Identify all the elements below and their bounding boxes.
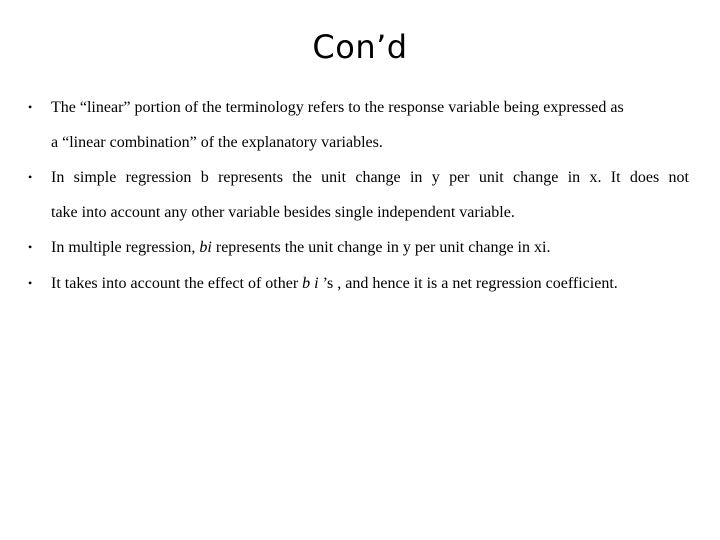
bullet-icon: • bbox=[28, 100, 33, 114]
bullet-line: In simple regression b represents the unit change in y per unit change in x. It does not bbox=[51, 169, 689, 186]
bullet-text bbox=[51, 266, 696, 301]
bullet-icon: • bbox=[28, 276, 33, 290]
bullet-text-part: ’s , and hence it is a net regression coefficient. bbox=[318, 275, 618, 292]
bullet-emphasis: b i bbox=[302, 275, 319, 292]
bullet-icon: • bbox=[28, 170, 33, 184]
bullet-text bbox=[51, 90, 696, 160]
bullet-icon: • bbox=[28, 240, 33, 254]
bullet-text bbox=[51, 160, 696, 230]
bullet-line: The “linear” portion of the terminology refers to the response variable being expressed as bbox=[51, 99, 624, 116]
bullet-line: a “linear combination” of the explanatory variables. bbox=[51, 134, 383, 151]
bullet-line: take into account any other variable besides single independent variable. bbox=[51, 204, 515, 221]
slide-title: Con’d bbox=[312, 28, 408, 66]
bullet-text bbox=[51, 230, 696, 265]
bullet-emphasis: bi bbox=[199, 239, 212, 256]
bullet-text-part: represents the unit change in y per unit change in xi. bbox=[211, 239, 551, 256]
bullet-text-part: It takes into account the effect of other bbox=[51, 275, 303, 292]
bullet-text-part: In multiple regression, bbox=[51, 239, 200, 256]
